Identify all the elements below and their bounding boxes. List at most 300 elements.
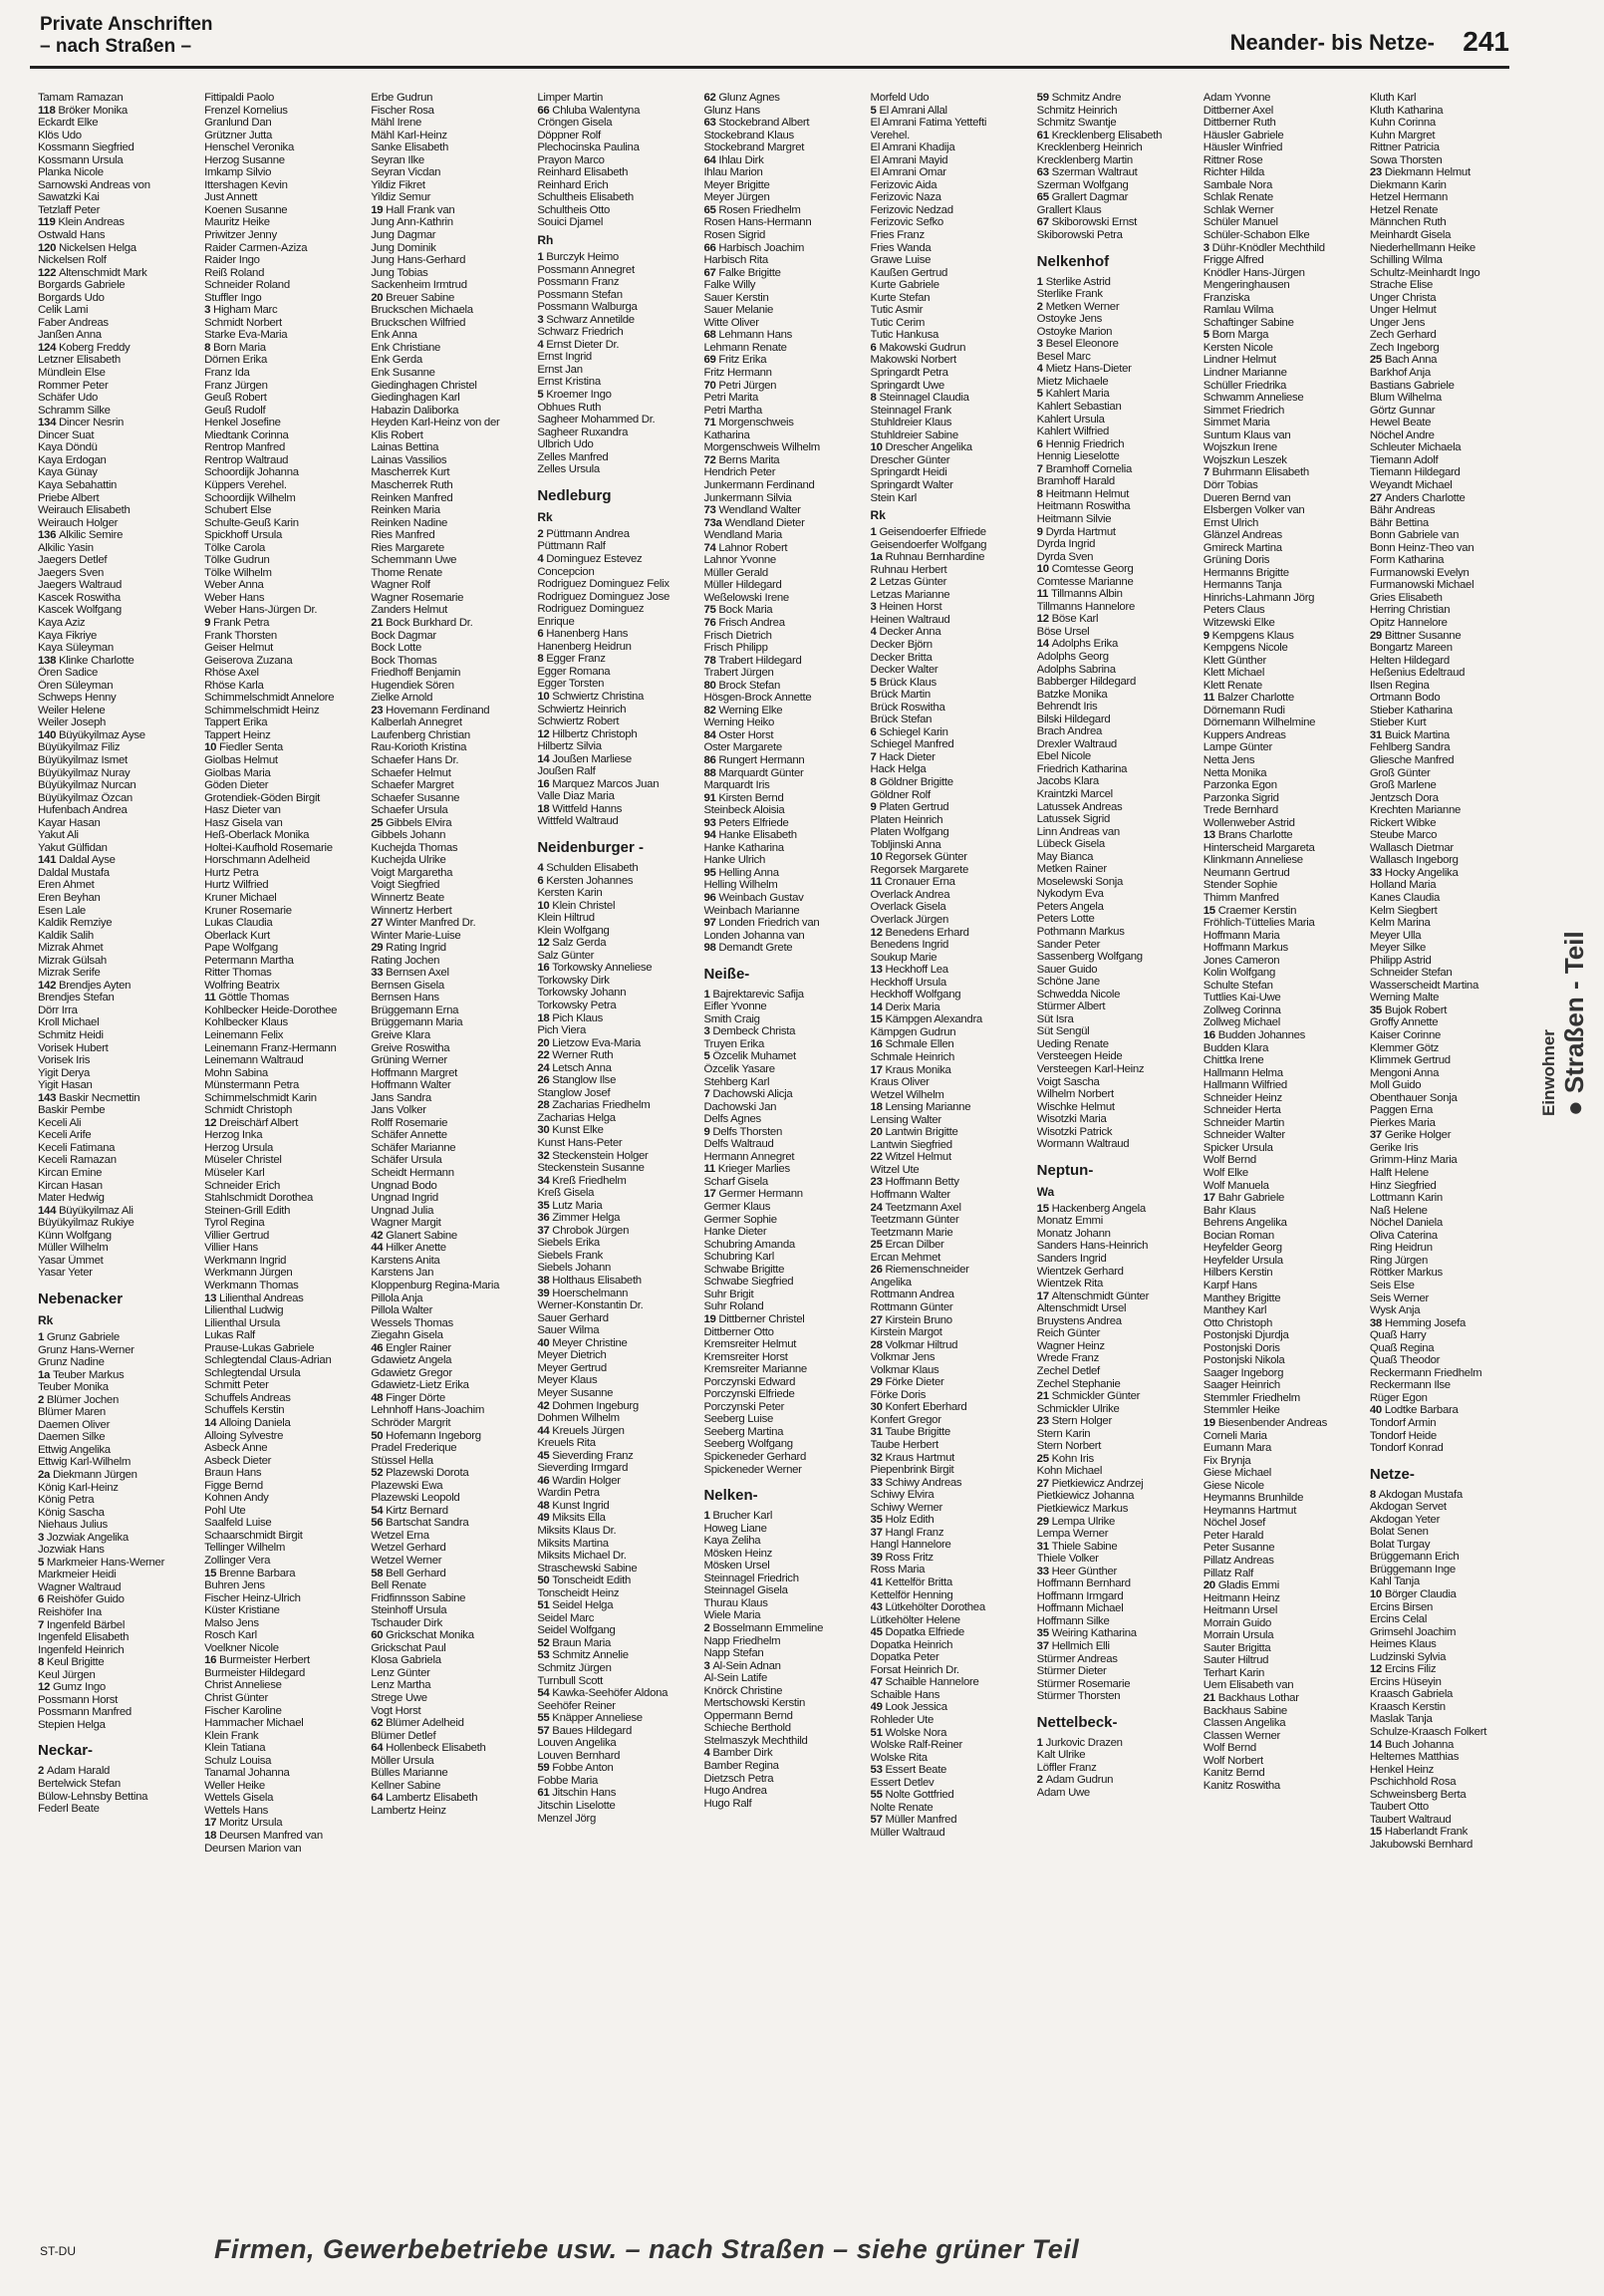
resident-name: Hasz Dieter van	[204, 804, 281, 817]
resident-entry	[1370, 1417, 1522, 1430]
resident-name: Wendland Maria	[703, 529, 782, 542]
resident-name: Karstens Jan	[371, 1267, 434, 1280]
resident-entry	[703, 254, 856, 267]
resident-entry	[871, 1689, 1023, 1702]
resident-entry	[204, 317, 357, 330]
resident-entry	[38, 554, 190, 567]
resident-entry	[1203, 542, 1356, 555]
resident-entry	[38, 367, 190, 380]
district-code: Rk	[870, 508, 886, 523]
resident-entry	[1037, 676, 1190, 689]
resident-name: Kaußen Gertrud	[870, 266, 948, 279]
resident-entry	[38, 1016, 190, 1029]
resident-entry	[871, 254, 1023, 267]
resident-name: Paggen Erna	[1369, 1104, 1434, 1117]
house-number: 29	[1369, 629, 1385, 642]
resident-name: Winnertz Beate	[371, 892, 444, 904]
resident-name: Reishöfer Guido	[46, 1593, 125, 1606]
resident-name: Steinen-Grill Edith	[204, 1204, 291, 1217]
resident-entry	[1037, 1787, 1190, 1800]
resident-name: Richter Hilda	[1203, 166, 1265, 179]
house-number: 7	[38, 1618, 47, 1631]
resident-entry	[703, 767, 856, 780]
house-number: 55	[870, 1789, 886, 1802]
resident-entry	[1203, 741, 1356, 754]
resident-entry	[204, 980, 357, 993]
resident-entry	[871, 927, 1023, 940]
resident-name: Kaya Günay	[38, 466, 98, 479]
resident-entry	[1370, 1638, 1522, 1651]
resident-name: Comtesse Georg	[1051, 563, 1134, 576]
resident-name: Fröhlich-Tüttelies Maria	[1203, 917, 1315, 930]
resident-entry	[1370, 642, 1522, 655]
resident-name: Sambale Nora	[1203, 178, 1272, 191]
resident-entry	[204, 1455, 357, 1468]
resident-name: Kempgens Nicole	[1203, 642, 1288, 655]
resident-entry	[38, 267, 190, 280]
resident-entry	[1037, 888, 1190, 901]
resident-name: Jans Sandra	[371, 1091, 431, 1104]
resident-entry	[1203, 1467, 1356, 1480]
house-number: 18	[537, 802, 553, 815]
resident-name: Torkowsky Petra	[537, 1000, 617, 1011]
resident-name: Dopatka Peter	[870, 1651, 939, 1664]
resident-entry	[871, 1076, 1023, 1089]
resident-entry	[1203, 1679, 1356, 1692]
house-number: 50	[371, 1429, 387, 1442]
resident-name: Kuchejda Ulrike	[371, 854, 446, 867]
resident-entry	[38, 154, 190, 167]
resident-name: Kellner Sabine	[371, 1779, 441, 1792]
resident-name: Tonscheidt Edith	[552, 1575, 632, 1587]
resident-name: Jacobs Klara	[1036, 775, 1099, 788]
resident-entry	[871, 1626, 1023, 1639]
resident-entry	[703, 1548, 856, 1561]
resident-name: Göldner Rolf	[870, 788, 931, 801]
resident-entry	[871, 714, 1023, 726]
resident-entry	[204, 1329, 357, 1342]
resident-name: Stemmler Heike	[1203, 1404, 1280, 1417]
house-number: 37	[1036, 1639, 1052, 1652]
resident-name: Meyer Susanne	[537, 1386, 614, 1399]
resident-entry	[1037, 1266, 1190, 1279]
resident-name: Buhren Jens	[204, 1579, 265, 1592]
resident-name: Lutz Maria	[552, 1199, 603, 1212]
resident-name: Hellmich Elli	[1051, 1639, 1110, 1652]
resident-entry	[204, 529, 357, 542]
resident-name: Jozwiak Hans	[38, 1544, 105, 1557]
resident-name: Ramlau Wilma	[1203, 304, 1274, 317]
resident-entry	[871, 726, 1023, 739]
resident-entry	[371, 367, 523, 380]
resident-name: Diekmann Karin	[1369, 178, 1447, 191]
resident-entry	[38, 1142, 190, 1155]
house-number: 15	[870, 1013, 886, 1026]
resident-name: El Amrani Mayid	[870, 153, 948, 166]
resident-entry	[38, 867, 190, 880]
resident-name: El Amrani Allal	[879, 104, 947, 117]
resident-name: Kirstein Margot	[870, 1326, 942, 1339]
resident-name: Makowski Norbert	[870, 354, 956, 367]
resident-name: Zelles Manfred	[537, 450, 609, 463]
resident-name: Unger Christa	[1369, 291, 1437, 304]
resident-entry	[1203, 1354, 1356, 1367]
house-number: 57	[870, 1814, 886, 1827]
resident-name: Terhart Karin	[1203, 1666, 1265, 1679]
house-number: 72	[703, 453, 719, 466]
resident-entry	[38, 592, 190, 605]
resident-entry	[537, 142, 689, 154]
resident-name: Brucher Karl	[712, 1510, 773, 1523]
resident-entry	[1370, 1192, 1522, 1205]
resident-name: Tuttlies Kai-Uwe	[1203, 992, 1281, 1004]
resident-entry	[38, 542, 190, 555]
resident-entry	[1203, 1617, 1356, 1630]
resident-name: Rhöse Axel	[204, 667, 259, 680]
resident-entry	[1370, 154, 1522, 167]
resident-entry	[371, 779, 523, 792]
resident-name: Finger Dörte	[386, 1391, 445, 1404]
resident-entry	[204, 204, 357, 217]
resident-entry	[371, 955, 523, 968]
house-number: 39	[870, 1551, 886, 1564]
resident-entry	[1037, 538, 1190, 551]
house-number: 31	[870, 1426, 886, 1439]
resident-name: Markmeier Hans-Werner	[46, 1556, 165, 1569]
resident-entry	[1037, 1253, 1190, 1266]
house-number: 38	[537, 1275, 553, 1288]
resident-entry	[204, 1692, 357, 1705]
resident-entry	[1370, 1801, 1522, 1814]
house-number: 76	[703, 616, 719, 629]
resident-name: Louven Bernhard	[537, 1749, 621, 1762]
resident-name: Gmireck Martina	[1203, 541, 1282, 554]
resident-entry	[371, 854, 523, 867]
resident-name: Fehlberg Sandra	[1369, 741, 1451, 754]
resident-entry	[871, 614, 1023, 627]
resident-entry	[371, 1730, 523, 1743]
resident-name: Ingenfeld Elisabeth	[38, 1631, 130, 1644]
resident-entry	[371, 1742, 523, 1755]
resident-entry	[537, 1037, 689, 1050]
resident-entry	[1370, 1092, 1522, 1105]
resident-name: Kascek Roswitha	[38, 591, 121, 604]
resident-name: Klis Robert	[371, 429, 423, 441]
resident-entry	[537, 641, 689, 654]
resident-entry	[38, 1079, 190, 1092]
resident-entry	[1037, 1490, 1190, 1503]
resident-entry	[703, 680, 856, 693]
resident-entry	[204, 779, 357, 792]
resident-name: Schultz-Meinhardt Ingo	[1369, 266, 1480, 279]
resident-entry	[871, 105, 1023, 118]
resident-name: Holland Maria	[1369, 879, 1437, 892]
resident-entry	[38, 741, 190, 754]
resident-name: Taube Brigitte	[885, 1426, 950, 1439]
resident-name: Kersten Johannes	[546, 874, 634, 887]
house-number: 64	[703, 153, 719, 166]
resident-name: Meyer Klaus	[537, 1374, 598, 1387]
resident-name: Witzel Helmut	[885, 1151, 951, 1164]
resident-entry	[371, 1404, 523, 1417]
resident-entry	[1037, 414, 1190, 427]
resident-name: Sauer Melanie	[703, 304, 773, 317]
resident-name: Bock Dagmar	[371, 629, 436, 642]
resident-entry	[1037, 1403, 1190, 1416]
resident-name: Spickhoff Ursula	[204, 529, 283, 542]
resident-name: Klett Michael	[1203, 667, 1265, 680]
resident-entry	[1203, 1667, 1356, 1680]
resident-name: Bülles Marianne	[371, 1767, 448, 1780]
resident-entry	[537, 1475, 689, 1488]
house-number: 67	[703, 266, 719, 279]
resident-name: Unger Helmut	[1369, 304, 1437, 317]
resident-name: Brück Stefan	[870, 714, 933, 726]
resident-entry	[1370, 1167, 1522, 1180]
resident-name: Kelm Siegbert	[1369, 904, 1438, 917]
resident-name: May Bianca	[1036, 850, 1094, 863]
resident-entry	[703, 405, 856, 418]
resident-entry	[371, 1016, 523, 1029]
resident-entry	[871, 677, 1023, 690]
resident-entry	[1203, 242, 1356, 255]
resident-entry	[537, 653, 689, 666]
resident-name: Germer Hermann	[718, 1188, 803, 1201]
resident-entry	[871, 539, 1023, 552]
resident-entry	[371, 117, 523, 130]
resident-name: Bramhoff Harald	[1036, 475, 1115, 488]
resident-entry	[537, 1725, 689, 1738]
resident-entry	[1037, 1503, 1190, 1516]
resident-entry	[204, 1467, 357, 1480]
house-number: 2	[1036, 1774, 1046, 1787]
resident-name: Wallasch Ingeborg	[1369, 854, 1459, 867]
resident-name: Wolske Ralf-Reiner	[870, 1739, 963, 1752]
resident-entry	[537, 950, 689, 963]
resident-entry	[703, 267, 856, 280]
house-number: 7	[1203, 466, 1212, 479]
resident-entry	[204, 630, 357, 643]
resident-entry	[703, 1685, 856, 1698]
resident-entry	[38, 942, 190, 955]
house-number: 18	[870, 1101, 886, 1114]
resident-name: Lensing Walter	[870, 1113, 941, 1126]
resident-entry	[1370, 1404, 1522, 1417]
resident-entry	[1370, 592, 1522, 605]
resident-entry	[371, 1004, 523, 1017]
resident-entry	[703, 1001, 856, 1013]
house-number: 14	[204, 1416, 220, 1429]
resident-name: Bolat Senen	[1369, 1526, 1429, 1539]
resident-name: Glunz Hans	[703, 104, 760, 117]
resident-name: Schulz Louisa	[204, 1754, 272, 1767]
resident-name: Schwedda Nicole	[1036, 988, 1121, 1001]
resident-entry	[1370, 1217, 1522, 1230]
resident-name: Kurte Stefan	[870, 291, 931, 304]
resident-entry	[537, 591, 689, 604]
resident-name: Hoerschelmann	[552, 1287, 629, 1299]
resident-name: Saalfeld Luise	[204, 1517, 272, 1530]
resident-name: Furmanowski Michael	[1369, 579, 1474, 592]
house-number: 7	[1036, 462, 1046, 475]
resident-entry	[537, 402, 689, 415]
resident-entry	[1370, 930, 1522, 943]
resident-entry	[204, 1029, 357, 1042]
resident-name: Schmale Heinrich	[870, 1051, 955, 1064]
resident-name: Jung Ann-Kathrin	[371, 216, 453, 229]
resident-entry	[871, 142, 1023, 154]
resident-name: Geisendoerfer Wolfgang	[870, 538, 987, 551]
resident-entry	[38, 1242, 190, 1255]
resident-entry	[871, 1651, 1023, 1664]
resident-name: Kalt Ulrike	[1036, 1749, 1086, 1762]
resident-entry	[371, 1568, 523, 1580]
resident-name: Heinen Horst	[879, 601, 942, 614]
resident-name: Wetzel Erna	[371, 1529, 429, 1542]
resident-entry	[38, 729, 190, 742]
resident-entry	[1203, 642, 1356, 655]
resident-name: Porczynski Peter	[703, 1400, 785, 1413]
resident-entry	[537, 1175, 689, 1188]
resident-name: Stein Karl	[870, 491, 917, 504]
house-number: 10	[870, 851, 886, 864]
resident-entry	[38, 317, 190, 330]
resident-entry	[537, 1675, 689, 1688]
resident-entry	[1037, 338, 1190, 351]
resident-name: Keceli Ramazan	[38, 1154, 117, 1167]
resident-entry	[537, 778, 689, 791]
resident-name: Villier Gertrud	[204, 1229, 270, 1242]
resident-name: Ostwald Hans	[38, 229, 106, 242]
house-number: 12	[204, 1116, 220, 1129]
house-number: 11	[1036, 588, 1051, 601]
resident-name: Mizrak Gülsah	[38, 954, 107, 967]
resident-name: Possmann Annegret	[537, 263, 635, 276]
resident-name: Obhues Ruth	[537, 401, 602, 414]
house-number: 32	[870, 1451, 886, 1464]
resident-name: Schneider Stefan	[1369, 967, 1453, 980]
resident-entry	[871, 441, 1023, 454]
resident-name: Werning Malte	[1369, 992, 1440, 1004]
resident-name: Kruner Michael	[204, 892, 277, 904]
resident-entry	[371, 1792, 523, 1805]
resident-entry	[1370, 130, 1522, 143]
resident-entry	[871, 354, 1023, 367]
resident-entry	[1037, 1478, 1190, 1491]
resident-name: Werkmann Ingrid	[204, 1254, 287, 1267]
resident-name: Enk Gerda	[371, 354, 422, 367]
resident-entry	[1037, 388, 1190, 401]
resident-name: Schneider Erich	[204, 1179, 281, 1192]
resident-entry	[1037, 326, 1190, 339]
resident-name: Peters Lotte	[1036, 913, 1095, 926]
resident-entry	[204, 1492, 357, 1505]
resident-entry	[371, 279, 523, 292]
resident-entry	[204, 504, 357, 517]
resident-entry	[38, 992, 190, 1004]
house-number: 35	[870, 1514, 886, 1527]
resident-entry	[871, 1539, 1023, 1552]
house-number: 36	[537, 1212, 553, 1225]
resident-name: Tölke Wilhelm	[204, 566, 272, 579]
resident-entry	[371, 1530, 523, 1543]
resident-name: Wiele Maria	[703, 1609, 761, 1622]
house-number: 17	[870, 1063, 886, 1076]
resident-entry	[1037, 1315, 1190, 1328]
resident-name: Tillmanns Albin	[1050, 588, 1123, 601]
resident-name: Fridfinnsson Sabine	[371, 1591, 466, 1604]
house-number: 38	[1369, 1316, 1385, 1329]
resident-name: Oberlack Kurt	[204, 929, 270, 942]
resident-name: Wischke Helmut	[1036, 1100, 1115, 1113]
resident-entry	[1370, 1739, 1522, 1752]
resident-name: Henkel Josefine	[204, 417, 281, 430]
resident-entry	[204, 955, 357, 968]
resident-name: Fittipaldi Paolo	[204, 92, 275, 104]
resident-entry	[38, 1180, 190, 1193]
resident-entry	[871, 1089, 1023, 1102]
resident-name: Yigit Hasan	[38, 1079, 93, 1092]
resident-entry	[1370, 817, 1522, 830]
resident-name: Werner-Konstantin Dr.	[537, 1299, 644, 1312]
resident-name: Tellinger Wilhelm	[204, 1542, 286, 1555]
resident-entry	[1370, 1392, 1522, 1405]
resident-entry	[1037, 1340, 1190, 1353]
house-number: 40	[537, 1336, 553, 1349]
resident-entry	[1370, 1501, 1522, 1514]
resident-name: Morrain Guido	[1203, 1616, 1272, 1629]
resident-name: Frisch Andrea	[718, 616, 785, 629]
resident-name: Weirauch Elisabeth	[38, 504, 131, 517]
resident-name: Winnertz Herbert	[371, 904, 452, 917]
resident-name: Lilienthal Ludwig	[204, 1304, 284, 1317]
resident-name: Wrede Franz	[1036, 1352, 1099, 1365]
resident-entry	[1203, 1592, 1356, 1605]
resident-entry	[38, 1494, 190, 1507]
resident-entry	[38, 329, 190, 342]
resident-entry	[537, 204, 689, 217]
resident-name: Zimmer Helga	[552, 1212, 621, 1225]
resident-entry	[1203, 279, 1356, 292]
house-number: 51	[537, 1599, 553, 1612]
resident-name: Brendjes Ayten	[58, 979, 132, 992]
resident-name: Miedtank Corinna	[204, 429, 289, 441]
resident-name: Ring Heidrun	[1369, 1242, 1433, 1255]
resident-entry	[703, 1289, 856, 1301]
resident-name: Schwabe Siegfried	[703, 1276, 794, 1289]
resident-name: Blümer Maren	[38, 1406, 106, 1419]
resident-entry	[38, 630, 190, 643]
resident-entry	[703, 1013, 856, 1026]
resident-entry	[204, 717, 357, 729]
resident-entry	[1370, 1292, 1522, 1305]
resident-entry	[1203, 1104, 1356, 1117]
resident-entry	[204, 1568, 357, 1580]
resident-entry	[371, 792, 523, 805]
resident-entry	[871, 1676, 1023, 1689]
listing-column	[871, 92, 1023, 2199]
resident-entry	[537, 1587, 689, 1600]
resident-name: Lainas Vassilios	[371, 453, 447, 466]
resident-entry	[38, 529, 190, 542]
resident-name: Daldal Mustafa	[38, 866, 110, 879]
resident-name: Dyrda Hartmut	[1045, 525, 1116, 538]
resident-entry	[38, 1519, 190, 1532]
resident-entry	[537, 1400, 689, 1413]
resident-entry	[537, 1262, 689, 1275]
resident-entry	[703, 380, 856, 393]
resident-name: Porczynski Edward	[703, 1375, 796, 1388]
